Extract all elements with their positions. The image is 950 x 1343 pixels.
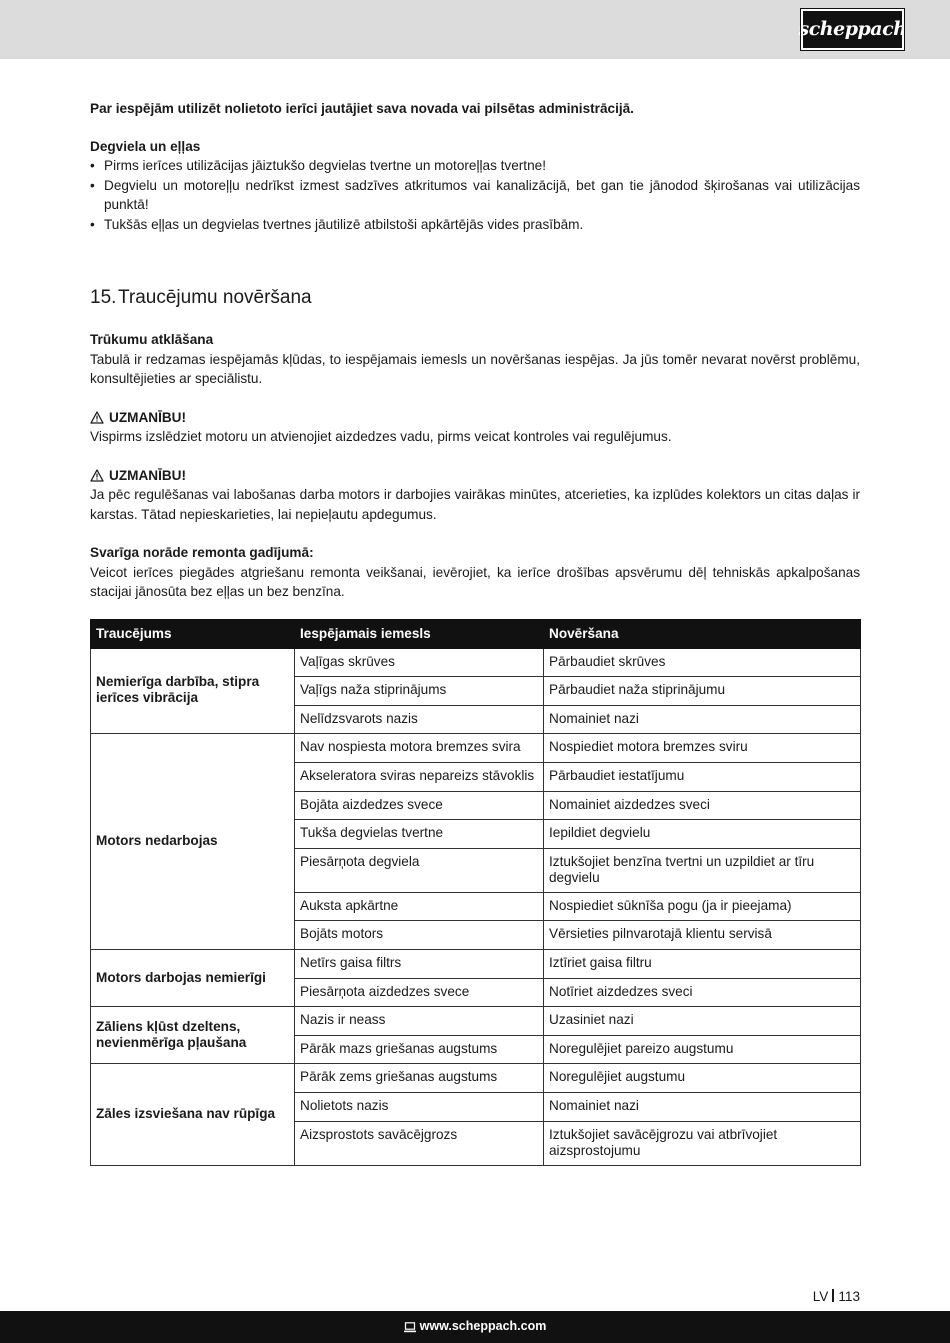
troubleshooting-table bbox=[90, 619, 861, 1166]
cause-cell: Bojāta aizdedzes svece bbox=[295, 791, 544, 820]
repair-note-title: Svarīga norāde remonta gadījumā: bbox=[90, 545, 314, 560]
cause-cell: Tukša degvielas tvertne bbox=[295, 820, 544, 849]
table-row bbox=[91, 648, 861, 677]
computer-icon bbox=[404, 1322, 416, 1333]
cause-cell: Akseleratora sviras nepareizs stāvoklis bbox=[295, 762, 544, 791]
table-row bbox=[91, 1064, 861, 1093]
remedy-cell: Pārbaudiet skrūves bbox=[544, 648, 861, 677]
scheppach-logo bbox=[798, 9, 907, 50]
footer-band bbox=[0, 1311, 950, 1343]
warning-title: UZMANĪBU! bbox=[109, 409, 187, 425]
table-row bbox=[91, 949, 861, 978]
remedy-cell: Nomainiet nazi bbox=[544, 1092, 861, 1121]
fuel-bullet-list bbox=[90, 156, 860, 234]
warning-text: Vispirms izslēdziet motoru un atvienojiet aizdedzes vadu, pirms veicat kontroles vai regulējumus. bbox=[90, 429, 672, 444]
remedy-cell: Nomainiet nazi bbox=[544, 705, 861, 734]
language-code: LV bbox=[812, 1289, 829, 1304]
cause-cell: Auksta apkārtne bbox=[295, 892, 544, 921]
fault-cell: Motors darbojas nemierīgi bbox=[91, 949, 295, 1006]
disposal-intro: Par iespējām utilizēt nolietoto ierīci jautājiet sava novada vai pilsētas administrācijā. bbox=[90, 101, 634, 116]
column-header: Iespējamais iemesls bbox=[295, 620, 544, 649]
list-item: • Pirms ierīces utilizācijas jāiztukšo degvielas tvertne un motoreļļas tvertne! bbox=[90, 156, 860, 176]
remedy-cell: Iztukšojiet savācējgrozu vai atbrīvojiet aizsprostojumu bbox=[544, 1121, 861, 1165]
remedy-cell: Vērsieties pilnvarotajā klientu servisā bbox=[544, 921, 861, 950]
logo-text: scheppach bbox=[798, 17, 907, 40]
table-header-row bbox=[91, 620, 861, 649]
remedy-cell: Notīriet aizdedzes sveci bbox=[544, 978, 861, 1007]
remedy-cell: Pārbaudiet iestatījumu bbox=[544, 762, 861, 791]
website-link[interactable]: www.scheppach.com bbox=[419, 1319, 547, 1334]
remedy-cell: Iepildiet degvielu bbox=[544, 820, 861, 849]
fault-cell: Zāliens kļūst dzeltens, nevienmērīga pļaušana bbox=[91, 1007, 295, 1064]
table-row bbox=[91, 734, 861, 763]
table-row bbox=[91, 1007, 861, 1036]
divider bbox=[832, 1289, 834, 1302]
section-number: 15. bbox=[90, 287, 117, 308]
fault-cell: Nemierīga darbība, stipra ierīces vibrācija bbox=[91, 648, 295, 734]
cause-cell: Nazis ir neass bbox=[295, 1007, 544, 1036]
remedy-cell: Nospiediet sūknīša pogu (ja ir pieejama) bbox=[544, 892, 861, 921]
cause-cell: Vaļīgas skrūves bbox=[295, 648, 544, 677]
list-item: • Tukšās eļļas un degvielas tvertnes jāutilizē atbilstoši apkārtējās vides prasībām. bbox=[90, 215, 860, 235]
header-band bbox=[0, 0, 950, 59]
page-number-value: 113 bbox=[838, 1289, 860, 1304]
cause-cell: Aizsprostots savācējgrozs bbox=[295, 1121, 544, 1165]
remedy-cell: Nospiediet motora bremzes sviru bbox=[544, 734, 861, 763]
fault-cell: Zāles izsviešana nav rūpīga bbox=[91, 1064, 295, 1165]
cause-cell: Pārāk zems griešanas augstums bbox=[295, 1064, 544, 1093]
cause-cell: Piesārņota degviela bbox=[295, 848, 544, 892]
fuel-section-title: Degviela un eļļas bbox=[90, 138, 201, 154]
list-item: • Degvielu un motoreļļu nedrīkst izmest sadzīves atkritumos vai kanalizācijā, bet gan tie jānodod šķirošanas vai utilizācijas punktā! bbox=[90, 176, 860, 215]
column-header: Traucējums bbox=[91, 620, 295, 649]
fault-cell: Motors nedarbojas bbox=[91, 734, 295, 950]
section-heading bbox=[90, 286, 860, 310]
detection-title: Trūkumu atklāšana bbox=[90, 332, 214, 347]
remedy-cell: Noregulējiet augstumu bbox=[544, 1064, 861, 1093]
detection-text: Tabulā ir redzamas iespējamās kļūdas, to iespējamais iemesls un novēršanas iespējas. Ja jūs tomēr nevarat novērst problēmu, konsultējieties ar speciālistu. bbox=[90, 351, 860, 386]
cause-cell: Nelīdzsvarots nazis bbox=[295, 705, 544, 734]
remedy-cell: Nomainiet aizdedzes sveci bbox=[544, 791, 861, 820]
remedy-cell: Noregulējiet pareizo augstumu bbox=[544, 1035, 861, 1064]
warning-icon bbox=[90, 411, 104, 424]
cause-cell: Pārāk mazs griešanas augstums bbox=[295, 1035, 544, 1064]
remedy-cell: Iztīriet gaisa filtru bbox=[544, 949, 861, 978]
cause-cell: Bojāts motors bbox=[295, 921, 544, 950]
remedy-cell: Pārbaudiet naža stiprinājumu bbox=[544, 677, 861, 706]
section-title: Traucējumu novēršana bbox=[118, 287, 312, 308]
remedy-cell: Uzasiniet nazi bbox=[544, 1007, 861, 1036]
page-number bbox=[813, 1287, 860, 1307]
warning-icon bbox=[90, 469, 104, 482]
repair-note-text: Veicot ierīces piegādes atgriešanu remonta veikšanai, ievērojiet, ka ierīce drošības apsvērumu dēļ tehniskās apkalpošanas stacijai jānosūta bez eļļas un bez benzīna. bbox=[90, 564, 860, 599]
cause-cell: Nolietots nazis bbox=[295, 1092, 544, 1121]
warning-heading bbox=[90, 466, 860, 486]
cause-cell: Piesārņota aizdedzes svece bbox=[295, 978, 544, 1007]
cause-cell: Netīrs gaisa filtrs bbox=[295, 949, 544, 978]
warning-text: Ja pēc regulēšanas vai labošanas darba motors ir darbojies vairākas minūtes, atcerieties, ka izplūdes kolektors un citas daļas ir karstas. Tātad nepieskarieties, lai nepieļautu apdegumus. bbox=[90, 487, 860, 522]
column-header: Novēršana bbox=[544, 620, 861, 649]
remedy-cell: Iztukšojiet benzīna tvertni un uzpildiet ar tīru degvielu bbox=[544, 848, 861, 892]
warning-title: UZMANĪBU! bbox=[109, 467, 187, 483]
cause-cell: Vaļīgs naža stiprinājums bbox=[295, 677, 544, 706]
page-content bbox=[90, 99, 860, 602]
warning-heading bbox=[90, 408, 860, 428]
cause-cell: Nav nospiesta motora bremzes svira bbox=[295, 734, 544, 763]
